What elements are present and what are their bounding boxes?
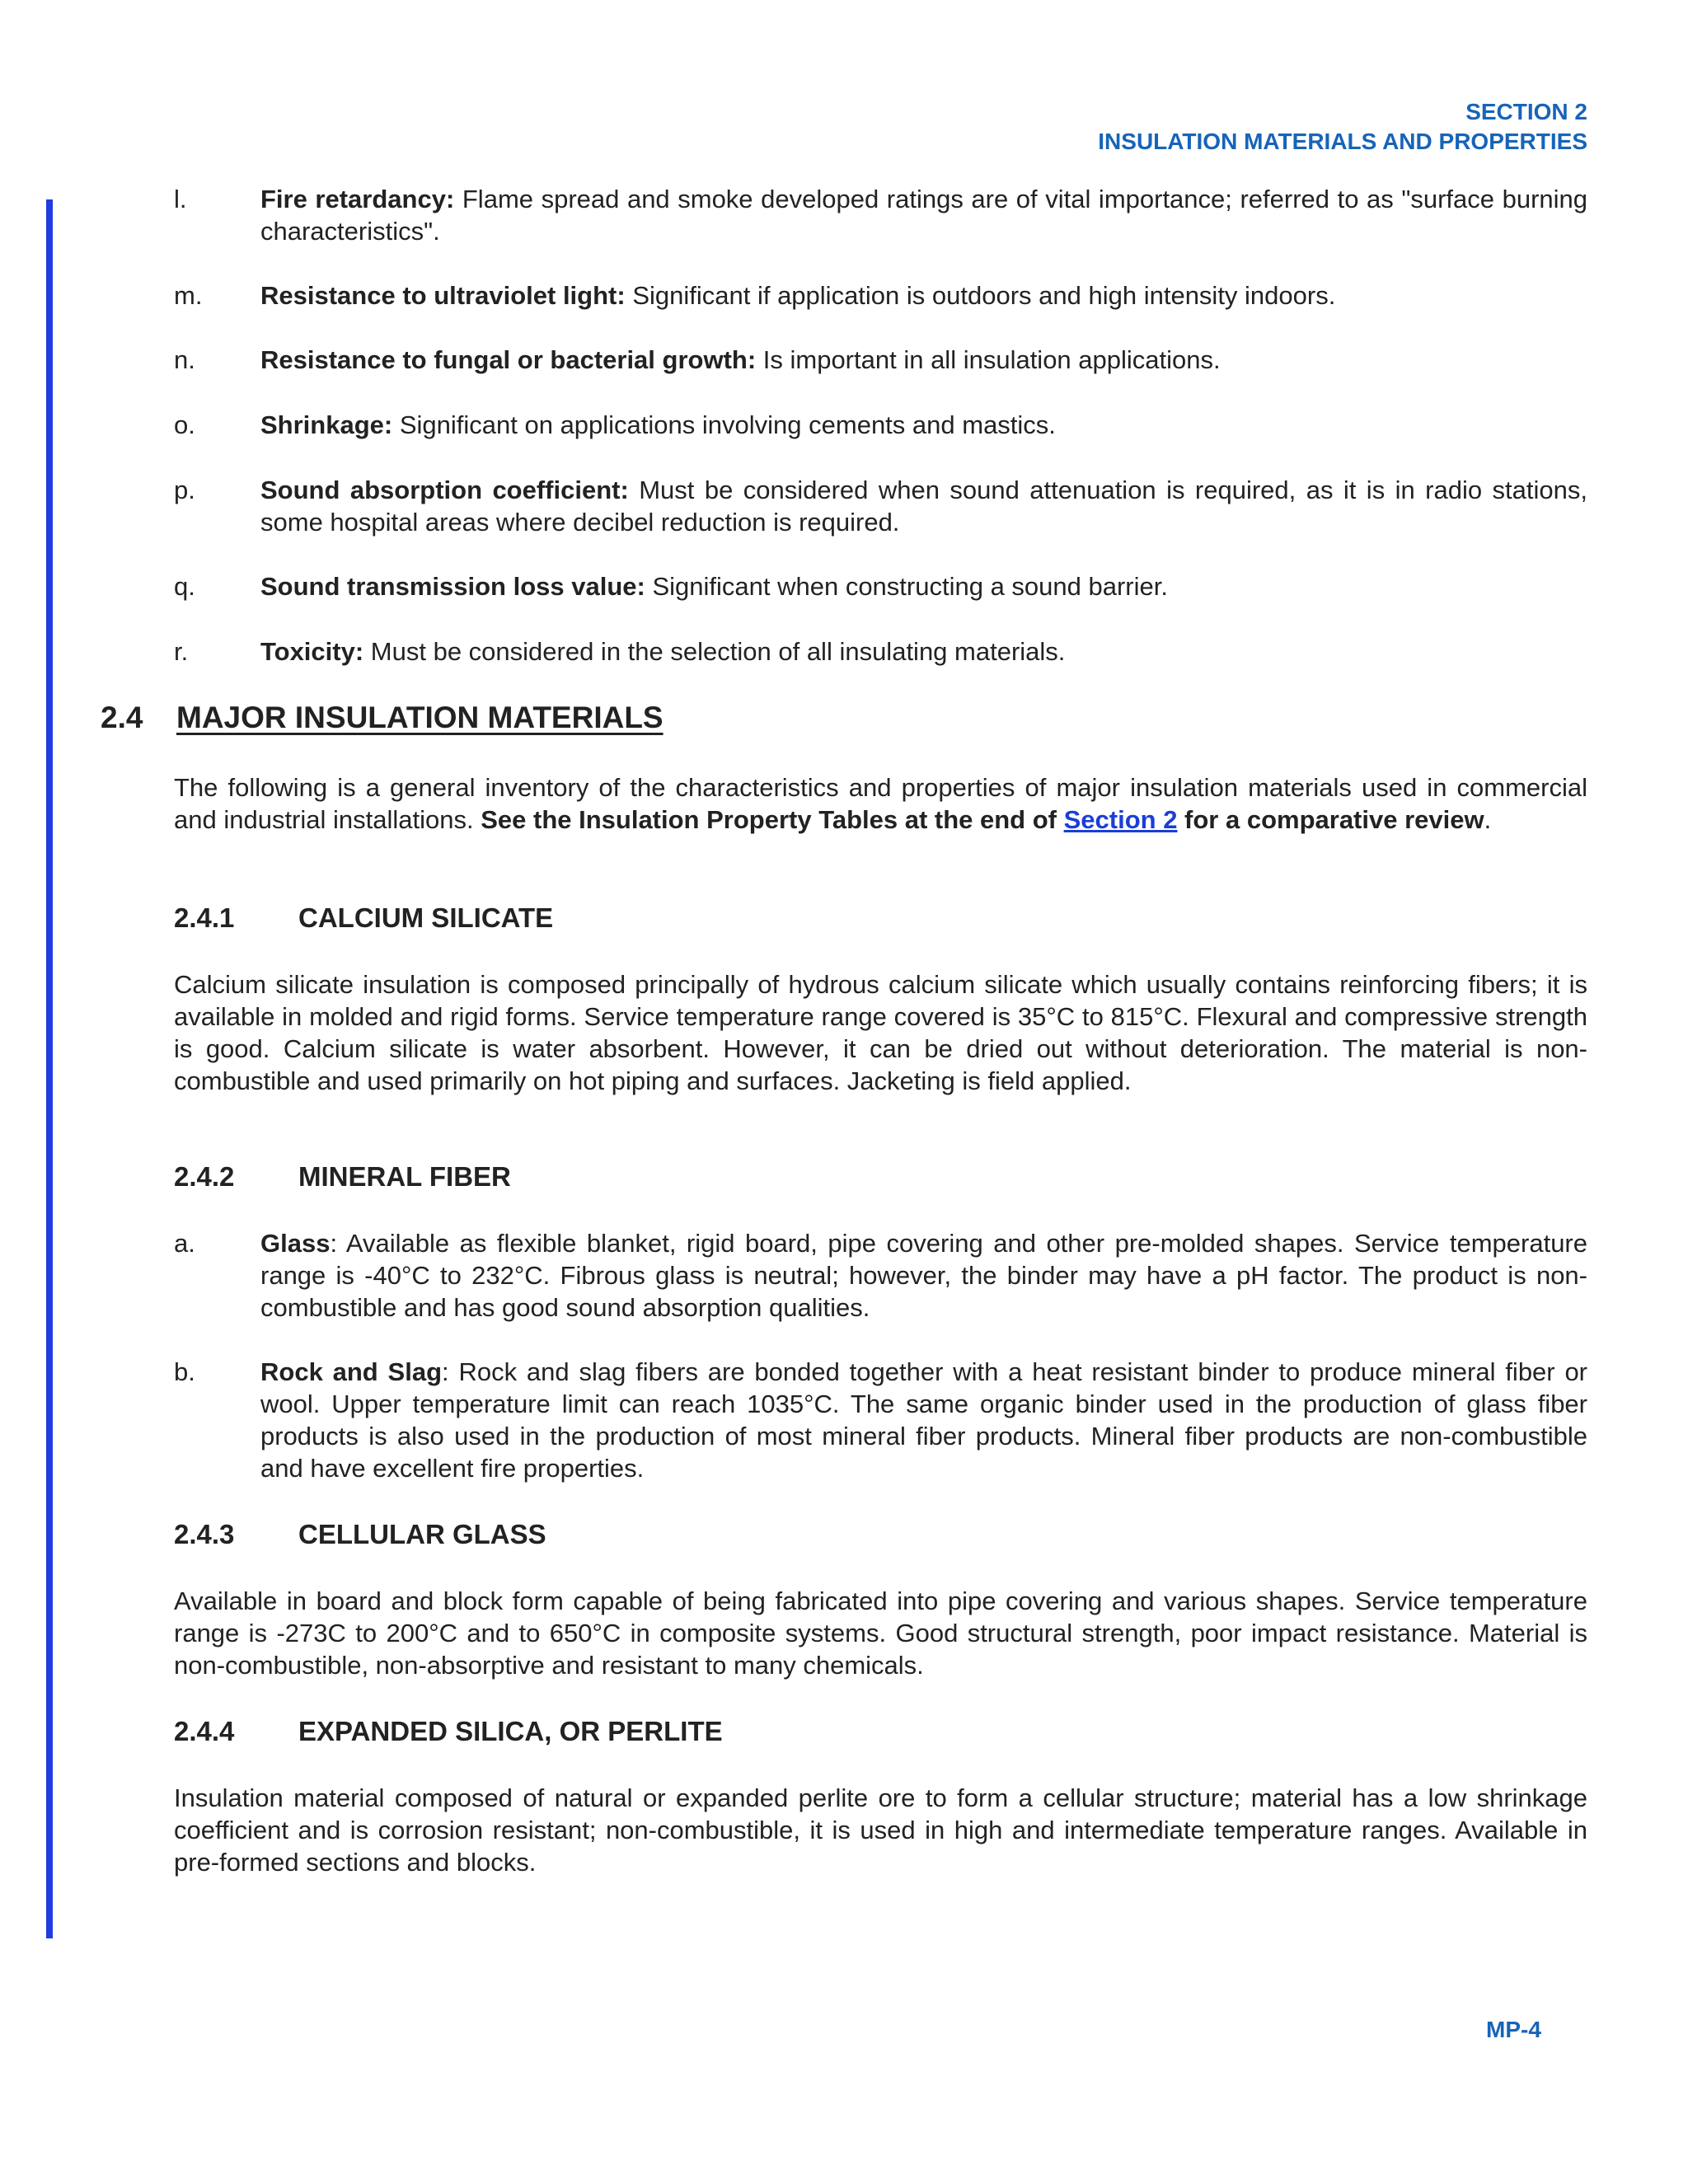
list-item-term: Shrinkage: xyxy=(260,410,393,439)
list-item-description: Flame spread and smoke developed ratings are of vital importance; referred to as "surface burning characteristics". xyxy=(260,185,1587,246)
page-number: MP-4 xyxy=(1486,2017,1541,2042)
list-item-marker: l. xyxy=(174,185,187,213)
list-item-text xyxy=(260,1227,1587,1324)
intro-text: The following is a general inventory of the characteristics and properties of major insulation materials used in commercial and industrial installations. xyxy=(174,773,1587,834)
subsection-title: CALCIUM SILICATE xyxy=(298,902,554,933)
subsection-number: 2.4.4 xyxy=(174,1716,235,1746)
section-2-link[interactable]: Section 2 xyxy=(1063,805,1178,834)
list-item-text xyxy=(260,183,1587,247)
list-item-term: Resistance to ultraviolet light: xyxy=(260,281,626,310)
header-section-title: INSULATION MATERIALS AND PROPERTIES xyxy=(1098,129,1587,154)
list-item-term: Sound absorption coefficient: xyxy=(260,476,629,504)
section-title: MAJOR INSULATION MATERIALS xyxy=(176,701,663,734)
section-intro-paragraph xyxy=(174,771,1587,836)
running-header xyxy=(1098,97,1587,157)
subsection-number: 2.4.2 xyxy=(174,1161,235,1192)
list-item-description: Significant when constructing a sound barrier. xyxy=(645,572,1168,601)
subsection-title: MINERAL FIBER xyxy=(298,1161,511,1192)
subsection-number: 2.4.3 xyxy=(174,1519,235,1549)
list-item-marker: m. xyxy=(174,281,203,310)
list-item-text xyxy=(260,1356,1587,1484)
revision-change-bar xyxy=(46,199,53,1938)
subsection-heading xyxy=(174,1518,546,1551)
list-item-term: Sound transmission loss value: xyxy=(260,572,645,601)
section-number: 2.4 xyxy=(101,701,143,734)
list-item-term: Rock and Slag xyxy=(260,1357,443,1386)
list-item-marker: b. xyxy=(174,1357,195,1386)
list-item-description: Is important in all insulation applications. xyxy=(756,345,1221,374)
list-item-marker: q. xyxy=(174,572,195,601)
list-item-text xyxy=(260,344,1587,376)
list-item-term: Glass xyxy=(260,1229,331,1258)
section-heading xyxy=(101,699,663,737)
list-item-text xyxy=(260,635,1587,668)
subsection-title: EXPANDED SILICA, OR PERLITE xyxy=(298,1716,723,1746)
intro-bold-text: See the Insulation Property Tables at the end of xyxy=(481,805,1064,834)
list-item-description: Significant if application is outdoors and high intensity indoors. xyxy=(625,281,1336,310)
list-item-text xyxy=(260,474,1587,538)
subsection-heading xyxy=(174,1160,511,1193)
list-item-text xyxy=(260,409,1587,441)
list-item-marker: a. xyxy=(174,1229,195,1258)
subsection-body: Calcium silicate insulation is composed principally of hydrous calcium silicate which usually contains reinforcing fibers; it is available in molded and rigid forms. Service temperature range covered is 35°C to 815°C. Flexural and compressive strength is good. Calcium silicate is water absorbent. However, it can be dried out without deterioration. The material is non-combustible and used primarily on hot piping and surfaces. Jacketing is field applied. xyxy=(174,970,1587,1095)
subsection-number: 2.4.1 xyxy=(174,902,235,933)
intro-end: . xyxy=(1484,805,1492,834)
list-item-description: Must be considered in the selection of all insulating materials. xyxy=(363,637,1066,666)
list-item-marker: o. xyxy=(174,410,195,439)
list-item-term: Fire retardancy: xyxy=(260,185,455,213)
subsection-heading xyxy=(174,1715,723,1748)
list-item-marker: n. xyxy=(174,345,195,374)
list-item-text xyxy=(260,279,1587,312)
intro-bold-text-after: for a comparative review xyxy=(1177,805,1484,834)
list-item-description: : Available as flexible blanket, rigid board, pipe covering and other pre-molded shapes. Service temperature range is -40°C to 232°C. Fibrous glass is neutral; however, the binder may have a pH factor. The product is non-combustible and has good sound absorption qualities. xyxy=(260,1229,1587,1322)
list-item-description: Must be considered when sound attenuation is required, as it is in radio stations, some hospital areas where decibel reduction is required. xyxy=(260,476,1587,537)
list-item-text xyxy=(260,570,1587,602)
subsection-body: Insulation material composed of natural or expanded perlite ore to form a cellular structure; material has a low shrinkage coefficient and is corrosion resistant; non-combustible, it is used in high and intermediate temperature ranges. Available in pre-formed sections and blocks. xyxy=(174,1783,1587,1877)
subsection-heading xyxy=(174,902,553,935)
header-section-number: SECTION 2 xyxy=(1465,99,1587,124)
list-item-term: Resistance to fungal or bacterial growth: xyxy=(260,345,757,374)
list-item-marker: r. xyxy=(174,637,189,666)
list-item-description: : Rock and slag fibers are bonded together with a heat resistant binder to produce mineral fiber or wool. Upper temperature limit can reach 1035°C. The same organic binder used in the production of glass fiber products is also used in the production of most mineral fiber products. Mineral fiber products are non-combustible and have excellent fire properties. xyxy=(260,1357,1588,1483)
list-item-description: Significant on applications involving cements and mastics. xyxy=(392,410,1056,439)
subsection-title: CELLULAR GLASS xyxy=(298,1519,546,1549)
subsection-body: Available in board and block form capable of being fabricated into pipe covering and various shapes. Service temperature range is -273C to 200°C and to 650°C in composite systems. Good structural strength, poor impact resistance. Material is non-combustible, non-absorptive and resistant to many chemicals. xyxy=(174,1586,1587,1680)
list-item-term: Toxicity: xyxy=(260,637,364,666)
list-item-marker: p. xyxy=(174,476,195,504)
